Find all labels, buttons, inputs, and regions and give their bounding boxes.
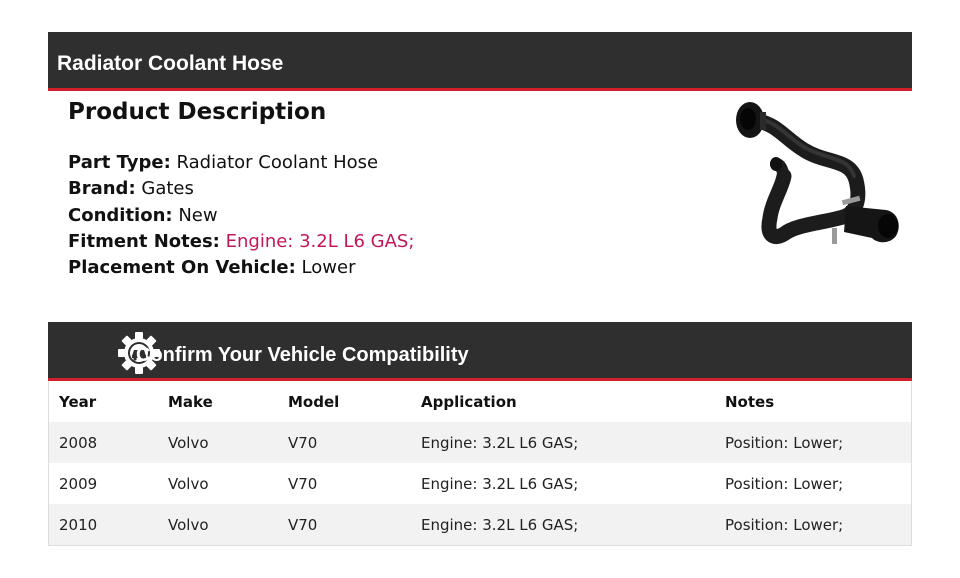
column-header-year: Year	[59, 392, 97, 411]
column-header-make: Make	[168, 392, 213, 411]
spec-part-type	[68, 150, 414, 176]
cell-notes: Position: Lower;	[725, 474, 844, 493]
cell-make: Volvo	[168, 515, 209, 534]
spec-label: Fitment Notes:	[68, 230, 220, 252]
cell-notes: Position: Lower;	[725, 515, 844, 534]
table-row	[49, 504, 912, 546]
product-description-heading: Product Description	[68, 99, 327, 125]
spec-label: Condition:	[68, 204, 173, 226]
spec-fitment-notes	[68, 229, 414, 255]
cell-model: V70	[288, 433, 318, 452]
spec-label: Brand:	[68, 178, 136, 200]
column-header-application: Application	[421, 392, 517, 411]
cell-model: V70	[288, 474, 318, 493]
cell-application: Engine: 3.2L L6 GAS;	[421, 515, 579, 534]
column-header-model: Model	[288, 392, 340, 411]
table-row	[49, 422, 912, 463]
spec-value: Engine: 3.2L L6 GAS;	[225, 230, 415, 252]
spec-value: Radiator Coolant Hose	[176, 152, 379, 173]
radiator-hose-image	[726, 98, 910, 250]
spec-value: New	[178, 204, 218, 226]
cell-application: Engine: 3.2L L6 GAS;	[421, 474, 579, 493]
cell-application: Engine: 3.2L L6 GAS;	[421, 433, 579, 452]
cell-year: 2009	[59, 474, 98, 493]
header-title: Radiator Coolant Hose	[57, 52, 284, 75]
compatibility-header-bar	[48, 322, 912, 381]
cell-notes: Position: Lower;	[725, 433, 844, 452]
product-specs-list	[68, 150, 414, 281]
compatibility-title: Confirm Your Vehicle Compatibility	[136, 344, 469, 366]
spec-label: Placement On Vehicle:	[68, 257, 296, 279]
cell-model: V70	[288, 515, 318, 534]
cell-make: Volvo	[168, 474, 209, 493]
cell-year: 2010	[59, 515, 98, 534]
cell-make: Volvo	[168, 433, 209, 452]
table-header-row	[49, 381, 912, 422]
spec-brand	[68, 176, 414, 202]
spec-label: Part Type:	[68, 152, 171, 173]
cell-year: 2008	[59, 433, 98, 452]
column-header-notes: Notes	[725, 392, 775, 411]
compatibility-table	[48, 381, 912, 546]
table-row	[49, 463, 912, 504]
spec-value: Gates	[141, 178, 194, 200]
spec-condition	[68, 203, 414, 229]
header-bar	[48, 32, 912, 91]
spec-placement	[68, 255, 414, 281]
spec-value: Lower	[301, 257, 356, 279]
